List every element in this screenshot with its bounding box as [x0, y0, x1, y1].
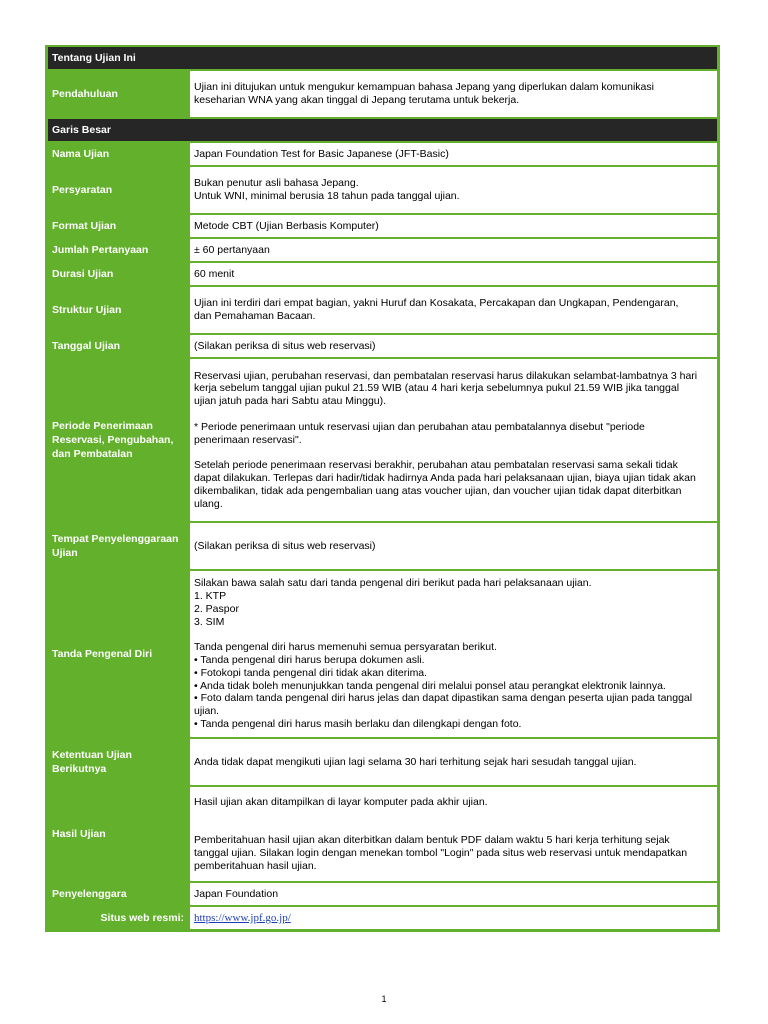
row-label: Nama Ujian — [48, 143, 188, 165]
row-value — [188, 571, 717, 737]
requirements-text: Bukan penutur asli bahasa Jepang. Untuk WNI, minimal berusia 18 tahun pada tanggal ujian. — [194, 177, 460, 202]
row-value — [188, 523, 717, 569]
intro-text: Ujian ini ditujukan untuk mengukur kemampuan bahasa Jepang yang diperlukan dalam komunikasi keseharian WNA yang akan tinggal di Jepang terutama untuk bekerja. — [194, 81, 654, 106]
row-label: Hasil Ujian — [48, 787, 188, 881]
result-paragraph-1: Hasil ujian akan ditampilkan di layar komputer pada akhir ujian. — [194, 795, 488, 808]
row-label: Pendahuluan — [48, 71, 188, 117]
row-value — [188, 359, 717, 521]
row-test-date — [48, 333, 717, 357]
reservation-paragraph-2: * Periode penerimaan untuk reservasi ujian dan perubahan atau pembatalannya disebut "periode penerimaan reservasi". — [194, 420, 645, 446]
row-venue — [48, 521, 717, 569]
section-header-outline: Garis Besar — [48, 117, 717, 141]
row-reservation-period — [48, 357, 717, 521]
row-label: Jumlah Pertanyaan — [48, 239, 188, 261]
row-value — [188, 143, 717, 165]
row-label: Format Ujian — [48, 215, 188, 237]
row-value — [188, 907, 717, 929]
question-count-text: ± 60 pertanyaan — [194, 243, 270, 256]
row-value — [188, 239, 717, 261]
row-label: Durasi Ujian — [48, 263, 188, 285]
row-value — [188, 215, 717, 237]
organizer-text: Japan Foundation — [194, 887, 279, 900]
row-format — [48, 213, 717, 237]
row-label: Tempat Penyelenggaraan Ujian — [48, 523, 188, 569]
row-value — [188, 263, 717, 285]
row-label: Situs web resmi: — [48, 907, 188, 929]
row-value — [188, 739, 717, 785]
row-organizer — [48, 881, 717, 905]
duration-text: 60 menit — [194, 267, 235, 280]
row-label: Penyelenggara — [48, 883, 188, 905]
row-test-name — [48, 141, 717, 165]
row-requirements — [48, 165, 717, 213]
reservation-paragraph-1: Reservasi ujian, perubahan reservasi, dan pembatalan reservasi harus dilakukan selambat-lambatnya 3 hari kerja sebelum tanggal ujian pukul 21.59 WIB (atau 4 hari kerja sebelumnya pukul 21.59 WIB jika tanggal ujian jatuh pada hari Sabtu atau Minggu). — [194, 369, 698, 408]
id-paragraph-1: Silakan bawa salah satu dari tanda pengenal diri berikut pada hari pelaksanaan ujian. 1. KTP 2. Paspor 3. SIM — [194, 577, 592, 628]
row-label: Periode Penerimaan Reservasi, Pengubahan, dan Pembatalan — [48, 359, 188, 521]
row-duration — [48, 261, 717, 285]
test-date-text: (Silakan periksa di situs web reservasi) — [194, 339, 376, 352]
row-introduction — [48, 69, 717, 117]
website-link[interactable]: https://www.jpf.go.jp/ — [194, 911, 291, 924]
row-question-count — [48, 237, 717, 261]
venue-text: (Silakan periksa di situs web reservasi) — [194, 539, 376, 552]
structure-text: Ujian ini terdiri dari empat bagian, yakni Huruf dan Kosakata, Percakapan dan Ungkapan, Pendengaran, dan Pemahaman Bacaan. — [194, 297, 679, 322]
row-structure — [48, 285, 717, 333]
row-next-test — [48, 737, 717, 785]
result-paragraph-2: Pemberitahuan hasil ujian akan diterbitkan dalam bentuk PDF dalam waktu 5 hari kerja terhitung sejak tanggal ujian. Silakan login dengan menekan tombol "Login" pada situs web reservasi untuk mendapatkan pemberitahuan hasil ujian. — [194, 834, 688, 872]
page-number: 1 — [381, 994, 387, 1004]
row-website — [48, 905, 717, 929]
row-label: Tanda Pengenal Diri — [48, 571, 188, 737]
row-value — [188, 167, 717, 213]
next-test-text: Anda tidak dapat mengikuti ujian lagi selama 30 hari terhitung sejak hari sesudah tanggal ujian. — [194, 755, 637, 768]
row-label: Ketentuan Ujian Berikutnya — [48, 739, 188, 785]
row-value — [188, 335, 717, 357]
reservation-paragraph-3: Setelah periode penerimaan reservasi berakhir, perubahan atau pembatalan reservasi sama sekali tidak dapat dilakukan. Terlepas dari hadir/tidak hadirnya Anda pada hari pelaksanaan ujian, biaya ujian tidak akan dikembalikan, tidak ada pengembalian uang atas voucher ujian, dan voucher ujian tidak dapat diterbitkan ulang. — [194, 459, 696, 510]
info-table — [45, 45, 720, 932]
row-label: Tanggal Ujian — [48, 335, 188, 357]
row-result — [48, 785, 717, 881]
row-value — [188, 883, 717, 905]
test-name-text: Japan Foundation Test for Basic Japanese (JFT-Basic) — [194, 147, 449, 160]
row-value — [188, 787, 717, 881]
row-value — [188, 71, 717, 117]
row-label: Persyaratan — [48, 167, 188, 213]
section-header-about: Tentang Ujian Ini — [48, 45, 717, 69]
row-label: Struktur Ujian — [48, 287, 188, 333]
row-value — [188, 287, 717, 333]
format-text: Metode CBT (Ujian Berbasis Komputer) — [194, 219, 379, 232]
row-identification — [48, 569, 717, 737]
id-paragraph-2: Tanda pengenal diri harus memenuhi semua persyaratan berikut. • Tanda pengenal diri harus berupa dokumen asli. • Fotokopi tanda pengenal diri tidak akan diterima. • Anda tidak boleh menunjukkan tanda pengenal diri melalui ponsel atau perangkat elektronik lainnya. • Foto dalam tanda pengenal diri harus jelas dan dapat dipastikan sama dengan peserta ujian pada tanggal ujian. • Tanda pengenal diri harus masih berlaku dan dilengkapi dengan foto. — [194, 641, 693, 730]
